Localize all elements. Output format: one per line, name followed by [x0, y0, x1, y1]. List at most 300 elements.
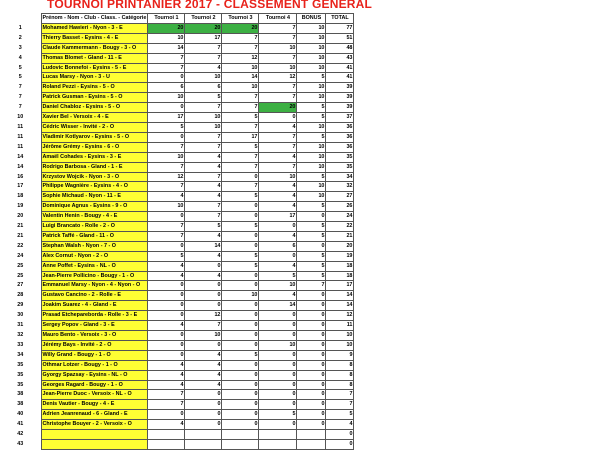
tournoi-4-cell: 0	[259, 113, 297, 123]
bonus-cell: 10	[297, 83, 326, 93]
total-cell: 0	[326, 430, 354, 440]
total-cell: 37	[326, 113, 354, 123]
tournoi-3-cell: 0	[222, 311, 259, 321]
player-cell: Valentin Henin - Bougy - 4 - E	[41, 212, 148, 222]
table-row	[0, 360, 354, 370]
tournoi-3-cell: 5	[222, 261, 259, 271]
tournoi-2-cell: 0	[185, 291, 222, 301]
tournoi-3-cell: 5	[222, 142, 259, 152]
tournoi-3-cell: 7	[222, 33, 259, 43]
tournoi-1-cell: 0	[148, 311, 185, 321]
total-cell: 27	[326, 192, 354, 202]
player-cell: Cédric Wisser - Invité - 2 - O	[41, 122, 148, 132]
rank-cell: 30	[17, 312, 24, 319]
tournoi-1-cell: 7	[148, 182, 185, 192]
tournoi-4-cell: 4	[259, 291, 297, 301]
bonus-cell: 5	[297, 261, 326, 271]
rank-cell: 2	[18, 34, 22, 41]
bonus-cell: 7	[297, 281, 326, 291]
bonus-cell: 5	[297, 73, 326, 83]
total-cell: 39	[326, 93, 354, 103]
player-cell: Daniel Chabloz - Eysins - 5 - O	[41, 103, 148, 113]
tournoi-4-cell: 4	[259, 182, 297, 192]
table-row	[0, 311, 354, 321]
player-cell: Joakim Suarez - 4 - Gland - E	[41, 301, 148, 311]
rank-cell: 20	[17, 213, 24, 220]
tournoi-2-cell: 5	[185, 93, 222, 103]
tournoi-2-cell: 7	[185, 43, 222, 53]
rank-cell: 24	[17, 252, 24, 259]
table-row	[0, 132, 354, 142]
page-title: TOURNOI PRINTANIER 2017 - CLASSEMENT GENERAL	[47, 0, 373, 11]
total-cell: 10	[326, 340, 354, 350]
bonus-cell: 0	[297, 420, 326, 430]
tournoi-4-cell: 5	[259, 410, 297, 420]
bonus-cell: 10	[297, 182, 326, 192]
player-cell: Roland Pezzi - Eysins - 5 - O	[41, 83, 148, 93]
tournoi-4-cell: 17	[259, 212, 297, 222]
rank-cell: 40	[17, 411, 24, 418]
player-cell: Patrick Taffé - Gland - 11 - O	[41, 231, 148, 241]
total-cell: 41	[326, 63, 354, 73]
table-row	[0, 43, 354, 53]
tournoi-2-cell: 0	[185, 301, 222, 311]
tournoi-3-cell: 0	[222, 410, 259, 420]
tournoi-3-cell: 0	[222, 301, 259, 311]
tournoi-4-cell: 0	[259, 350, 297, 360]
player-cell	[41, 430, 148, 440]
rank-cell: 33	[17, 341, 24, 348]
tournoi-2-cell: 7	[185, 212, 222, 222]
player-cell: Anne Poffet - Eysins - NL - O	[41, 261, 148, 271]
table-row	[0, 321, 354, 331]
table-row	[0, 73, 354, 83]
tournoi-1-cell: 10	[148, 93, 185, 103]
tournoi-4-cell: 10	[259, 63, 297, 73]
tournoi-1-cell: 0	[148, 340, 185, 350]
tournoi-3-cell: 7	[222, 93, 259, 103]
tournoi-2-cell: 4	[185, 231, 222, 241]
tournoi-3-cell: 0	[222, 331, 259, 341]
tournoi-4-cell: 20	[259, 103, 297, 113]
table-row	[0, 93, 354, 103]
player-cell: Luigi Brancato - Rolle - 2 - O	[41, 222, 148, 232]
tournoi-4-cell: 4	[259, 192, 297, 202]
tournoi-4-cell: 4	[259, 202, 297, 212]
rank-cell: 14	[17, 163, 24, 170]
rank-cell: 35	[17, 371, 24, 378]
table-row	[0, 53, 354, 63]
tournoi-1-cell: 4	[148, 360, 185, 370]
tournoi-1-cell: 10	[148, 152, 185, 162]
player-cell: Jean-Pierre Duoc - Versoix - NL - O	[41, 390, 148, 400]
rank-cell: 22	[17, 242, 24, 249]
tournoi-1-cell: 4	[148, 261, 185, 271]
rank-cell: 35	[17, 381, 24, 388]
tournoi-4-cell: 4	[259, 152, 297, 162]
tournoi-1-cell: 0	[148, 212, 185, 222]
rank-cell: 1	[18, 24, 22, 31]
rank-cell: 27	[17, 282, 24, 289]
rank-cell: 31	[17, 322, 24, 329]
tournoi-3-cell	[222, 430, 259, 440]
tournoi-3-cell: 7	[222, 43, 259, 53]
tournoi-1-cell: 0	[148, 103, 185, 113]
total-cell: 26	[326, 202, 354, 212]
total-cell: 43	[326, 53, 354, 63]
player-cell: Gyorgy Spazsay - Eysins - NL - O	[41, 370, 148, 380]
tournoi-3-cell: 14	[222, 73, 259, 83]
table-row	[0, 301, 354, 311]
tournoi-2-cell: 7	[185, 53, 222, 63]
bonus-cell: 0	[297, 212, 326, 222]
tournoi-4-cell: 12	[259, 73, 297, 83]
tournoi-2-cell: 6	[185, 83, 222, 93]
tournoi-4-cell	[259, 430, 297, 440]
table-row	[0, 261, 354, 271]
total-cell: 39	[326, 103, 354, 113]
rank-cell: 10	[17, 114, 24, 121]
player-cell: Jérôme Grémy - Eysins - 6 - O	[41, 142, 148, 152]
tournoi-4-cell: 6	[259, 241, 297, 251]
total-cell: 10	[326, 331, 354, 341]
tournoi-4-cell: 14	[259, 301, 297, 311]
tournoi-2-cell: 14	[185, 241, 222, 251]
bonus-cell: 0	[297, 390, 326, 400]
player-cell: Thomas Blomet - Gland - 11 - E	[41, 53, 148, 63]
bonus-cell: 5	[297, 103, 326, 113]
table-row	[0, 390, 354, 400]
header-total: TOTAL	[326, 14, 354, 24]
tournoi-1-cell	[148, 439, 185, 449]
bonus-cell: 0	[297, 311, 326, 321]
tournoi-1-cell: 12	[148, 172, 185, 182]
rank-cell: 11	[17, 133, 24, 140]
total-cell: 5	[326, 410, 354, 420]
tournoi-3-cell: 7	[222, 122, 259, 132]
player-cell: Amaël Cohades - Eysins - 3 - E	[41, 152, 148, 162]
tournoi-2-cell: 10	[185, 122, 222, 132]
player-cell: Adrien Jeanrenaud - 6 - Gland - E	[41, 410, 148, 420]
rank-cell: 5	[18, 74, 22, 81]
tournoi-4-cell: 0	[259, 370, 297, 380]
tournoi-3-cell: 0	[222, 202, 259, 212]
rank-cell: 14	[17, 153, 24, 160]
tournoi-3-cell: 5	[222, 251, 259, 261]
tournoi-3-cell: 7	[222, 103, 259, 113]
table-row	[0, 113, 354, 123]
table-row	[0, 231, 354, 241]
tournoi-3-cell: 5	[222, 113, 259, 123]
tournoi-3-cell: 0	[222, 340, 259, 350]
tournoi-1-cell: 0	[148, 331, 185, 341]
tournoi-1-cell: 4	[148, 321, 185, 331]
tournoi-3-cell: 0	[222, 241, 259, 251]
table-row	[0, 63, 354, 73]
tournoi-4-cell: 4	[259, 231, 297, 241]
tournoi-4-cell: 0	[259, 420, 297, 430]
tournoi-4-cell: 0	[259, 390, 297, 400]
tournoi-4-cell: 0	[259, 331, 297, 341]
player-cell: Othmar Lotzer - Bougy - 1 - O	[41, 360, 148, 370]
tournoi-2-cell: 4	[185, 350, 222, 360]
tournoi-1-cell: 0	[148, 73, 185, 83]
standings-table	[0, 13, 354, 450]
tournoi-2-cell: 7	[185, 142, 222, 152]
tournoi-2-cell: 0	[185, 400, 222, 410]
tournoi-1-cell: 17	[148, 113, 185, 123]
total-cell: 39	[326, 83, 354, 93]
tournoi-3-cell: 0	[222, 231, 259, 241]
rank-cell: 3	[18, 44, 22, 51]
total-cell: 32	[326, 182, 354, 192]
tournoi-3-cell: 0	[222, 380, 259, 390]
player-cell: Krzystov Wojcik - Nyon - 3 - O	[41, 172, 148, 182]
tournoi-1-cell: 4	[148, 192, 185, 202]
player-cell: Jean-Pierre Pollicino - Bougy - 1 - O	[41, 271, 148, 281]
tournoi-1-cell: 5	[148, 251, 185, 261]
tournoi-1-cell: 7	[148, 231, 185, 241]
tournoi-3-cell: 0	[222, 212, 259, 222]
player-cell	[41, 439, 148, 449]
rank-cell: 5	[18, 64, 22, 71]
tournoi-3-cell: 0	[222, 390, 259, 400]
tournoi-3-cell: 10	[222, 83, 259, 93]
tournoi-3-cell	[222, 439, 259, 449]
tournoi-1-cell: 7	[148, 390, 185, 400]
table-row	[0, 340, 354, 350]
tournoi-4-cell: 0	[259, 222, 297, 232]
tournoi-2-cell: 7	[185, 172, 222, 182]
tournoi-3-cell: 5	[222, 350, 259, 360]
total-cell: 36	[326, 122, 354, 132]
tournoi-2-cell: 0	[185, 410, 222, 420]
tournoi-1-cell: 4	[148, 420, 185, 430]
bonus-cell: 0	[297, 380, 326, 390]
table-row	[0, 281, 354, 291]
player-cell: Alex Cornut - Nyon - 2 - O	[41, 251, 148, 261]
tournoi-3-cell: 0	[222, 281, 259, 291]
tournoi-2-cell: 4	[185, 63, 222, 73]
tournoi-1-cell: 20	[148, 23, 185, 33]
tournoi-1-cell: 7	[148, 142, 185, 152]
rank-cell: 32	[17, 332, 24, 338]
total-cell: 22	[326, 222, 354, 232]
tournoi-2-cell: 0	[185, 390, 222, 400]
total-cell: 14	[326, 301, 354, 311]
tournoi-1-cell: 4	[148, 271, 185, 281]
bonus-cell: 0	[297, 340, 326, 350]
tournoi-4-cell: 7	[259, 142, 297, 152]
bonus-cell: 10	[297, 33, 326, 43]
tournoi-3-cell: 20	[222, 23, 259, 33]
tournoi-3-cell: 5	[222, 192, 259, 202]
total-cell: 34	[326, 172, 354, 182]
rank-header	[0, 14, 41, 24]
player-cell: Denis Vautier - Bougy - 4 - E	[41, 400, 148, 410]
total-cell: 35	[326, 162, 354, 172]
tournoi-4-cell: 0	[259, 360, 297, 370]
table-row	[0, 202, 354, 212]
tournoi-4-cell: 7	[259, 162, 297, 172]
table-row	[0, 122, 354, 132]
tournoi-2-cell: 4	[185, 380, 222, 390]
tournoi-3-cell: 0	[222, 360, 259, 370]
player-cell: Emmanuel Marsy - Nyon - 4 - Nyon - O	[41, 281, 148, 291]
table-row	[0, 212, 354, 222]
tournoi-2-cell: 4	[185, 182, 222, 192]
bonus-cell: 10	[297, 162, 326, 172]
tournoi-3-cell: 17	[222, 132, 259, 142]
tournoi-4-cell: 0	[259, 321, 297, 331]
tournoi-4-cell: 7	[259, 33, 297, 43]
player-cell: Vladimir Kotlyarov - Eysins - 5 - O	[41, 132, 148, 142]
rank-cell: 43	[17, 440, 24, 447]
table-row	[0, 241, 354, 251]
header-tournoi-4: Tournoi 4	[259, 14, 297, 24]
bonus-cell: 0	[297, 400, 326, 410]
total-cell: 19	[326, 251, 354, 261]
table-row	[0, 182, 354, 192]
player-cell: Sophie Michaud - Nyon - 11 - E	[41, 192, 148, 202]
tournoi-2-cell: 12	[185, 311, 222, 321]
player-cell: Georges Ragard - Bougy - 1 - O	[41, 380, 148, 390]
tournoi-3-cell: 7	[222, 162, 259, 172]
header-tournoi-3: Tournoi 3	[222, 14, 259, 24]
rank-cell: 25	[17, 262, 24, 269]
header-row	[0, 14, 354, 24]
player-cell: Xavier Bel - Versoix - 4 - E	[41, 113, 148, 123]
table-row	[0, 420, 354, 430]
tournoi-4-cell: 7	[259, 23, 297, 33]
bonus-cell: 10	[297, 63, 326, 73]
bonus-cell: 5	[297, 172, 326, 182]
total-cell: 77	[326, 23, 354, 33]
table-row	[0, 23, 354, 33]
bonus-cell: 10	[297, 43, 326, 53]
tournoi-2-cell: 0	[185, 281, 222, 291]
bonus-cell: 5	[297, 231, 326, 241]
tournoi-4-cell: 7	[259, 53, 297, 63]
total-cell: 24	[326, 212, 354, 222]
rank-cell: 42	[17, 431, 24, 438]
tournoi-2-cell: 10	[185, 113, 222, 123]
tournoi-3-cell: 0	[222, 321, 259, 331]
table-row	[0, 192, 354, 202]
total-cell: 8	[326, 370, 354, 380]
tournoi-1-cell: 0	[148, 291, 185, 301]
total-cell: 20	[326, 241, 354, 251]
tournoi-1-cell: 6	[148, 83, 185, 93]
player-cell: Claude Kammermann - Bougy - 3 - O	[41, 43, 148, 53]
tournoi-1-cell: 0	[148, 132, 185, 142]
tournoi-2-cell: 4	[185, 162, 222, 172]
tournoi-1-cell: 7	[148, 222, 185, 232]
bonus-cell: 0	[297, 410, 326, 420]
table-row	[0, 222, 354, 232]
bonus-cell: 5	[297, 132, 326, 142]
rank-cell: 11	[17, 123, 24, 130]
tournoi-4-cell: 7	[259, 132, 297, 142]
bonus-cell: 10	[297, 53, 326, 63]
total-cell: 9	[326, 350, 354, 360]
tournoi-4-cell: 10	[259, 43, 297, 53]
rank-cell: 21	[17, 232, 24, 239]
tournoi-4-cell: 0	[259, 400, 297, 410]
tournoi-1-cell: 7	[148, 53, 185, 63]
total-cell: 51	[326, 33, 354, 43]
total-cell: 21	[326, 231, 354, 241]
tournoi-1-cell: 14	[148, 43, 185, 53]
player-cell: Mohamed Hawieri - Nyon - 3 - E	[41, 23, 148, 33]
rank-cell: 19	[17, 203, 24, 210]
table-row	[0, 291, 354, 301]
tournoi-3-cell: 7	[222, 182, 259, 192]
header-player: Prénom - Nom - Club - Class. - Catégorie	[41, 14, 148, 24]
player-cell: Gustavo Cancino - 2 - Rolle - E	[41, 291, 148, 301]
tournoi-1-cell: 7	[148, 162, 185, 172]
bonus-cell: 10	[297, 152, 326, 162]
rank-cell: 34	[17, 351, 24, 358]
rank-cell: 7	[18, 94, 22, 101]
tournoi-4-cell: 10	[259, 281, 297, 291]
player-cell: Lucas Marsy - Nyon - 3 - U	[41, 73, 148, 83]
table-row	[0, 410, 354, 420]
tournoi-3-cell: 0	[222, 271, 259, 281]
total-cell: 7	[326, 390, 354, 400]
tournoi-4-cell: 0	[259, 251, 297, 261]
total-cell: 11	[326, 321, 354, 331]
tournoi-3-cell: 10	[222, 291, 259, 301]
player-cell: Prasad Etchepareborda - Rolle - 3 - E	[41, 311, 148, 321]
tournoi-2-cell: 7	[185, 202, 222, 212]
table-row	[0, 83, 354, 93]
tournoi-4-cell: 10	[259, 172, 297, 182]
player-cell: Mauro Bento - Versoix - 3 - O	[41, 331, 148, 341]
tournoi-3-cell: 10	[222, 63, 259, 73]
table-row	[0, 370, 354, 380]
total-cell: 18	[326, 271, 354, 281]
table-row	[0, 439, 354, 449]
tournoi-2-cell: 0	[185, 261, 222, 271]
bonus-cell	[297, 430, 326, 440]
tournoi-3-cell: 0	[222, 400, 259, 410]
header-tournoi-1: Tournoi 1	[148, 14, 185, 24]
rank-cell: 4	[18, 54, 22, 61]
table-row	[0, 33, 354, 43]
player-cell: Sergey Popov - Gland - 3 - E	[41, 321, 148, 331]
bonus-cell: 5	[297, 222, 326, 232]
player-cell: Christophe Bouyer - 2 - Versoix - O	[41, 420, 148, 430]
tournoi-2-cell: 0	[185, 340, 222, 350]
player-cell: Thierry Basset - Eysins - 4 - E	[41, 33, 148, 43]
tournoi-2-cell: 7	[185, 103, 222, 113]
rank-cell: 18	[17, 193, 24, 200]
tournoi-4-cell: 5	[259, 271, 297, 281]
tournoi-1-cell: 10	[148, 33, 185, 43]
tournoi-2-cell	[185, 439, 222, 449]
total-cell: 4	[326, 420, 354, 430]
total-cell: 14	[326, 291, 354, 301]
tournoi-1-cell: 7	[148, 63, 185, 73]
bonus-cell: 0	[297, 331, 326, 341]
tournoi-2-cell: 7	[185, 321, 222, 331]
player-cell: Dominique Agnus - Eysins - 9 - O	[41, 202, 148, 212]
player-cell: Patrick Gusman - Eysins - 5 - O	[41, 93, 148, 103]
total-cell: 17	[326, 281, 354, 291]
total-cell: 8	[326, 380, 354, 390]
tournoi-1-cell: 10	[148, 202, 185, 212]
